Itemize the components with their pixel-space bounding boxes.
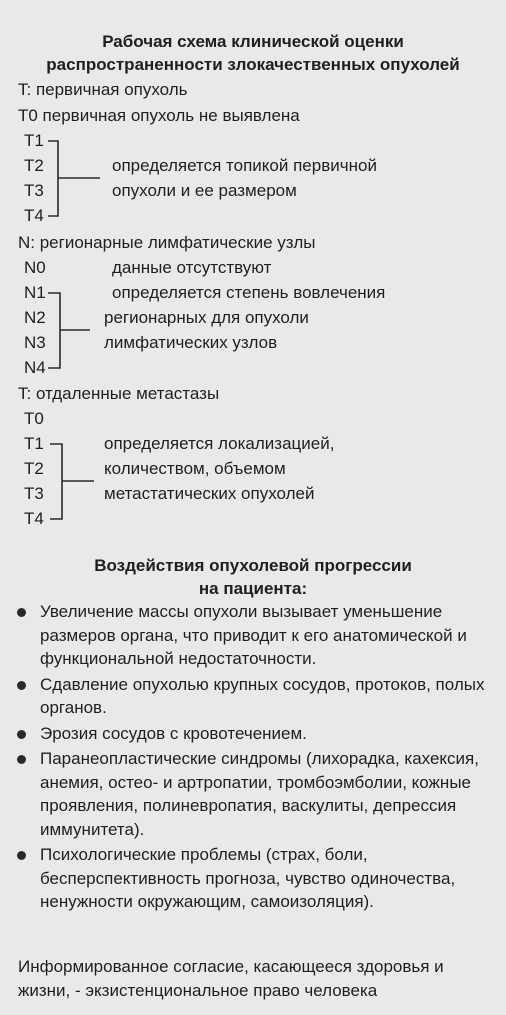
list-item <box>14 673 498 720</box>
t-desc-line2: опухоли и ее размером <box>112 181 297 200</box>
list-item-text: Психологические проблемы (страх, боли, бесперспективность прогноза, чувство одиночества, ненужности окружающим, самоизоляция). <box>40 845 456 911</box>
n1-label: N1 <box>24 283 46 302</box>
m4-label: T4 <box>24 509 44 528</box>
list-item-text: Увеличение массы опухоли вызывает уменьшение размеров органа, что приводит к его анатомической и функциональной недостаточности. <box>40 602 467 668</box>
n-header: N: регионарные лимфатические узлы <box>18 233 316 252</box>
t0-row: T0 первичная опухоль не выявлена <box>18 106 300 125</box>
bullet-dot-icon <box>17 851 26 860</box>
bullet-dot-icon <box>17 681 26 690</box>
m2-label: T2 <box>24 459 44 478</box>
impact-title-line2: на пациента: <box>198 579 308 598</box>
n-desc-line1: определяется степень вовлечения <box>112 283 386 302</box>
t4-label: T4 <box>24 206 44 225</box>
t-header: T: первичная опухоль <box>18 80 188 99</box>
list-item-text: Паранеопластические синдромы (лихорадка, кахексия, анемия, остео- и артропатии, тромбоэмболии, кожные проявления, полиневропатия, васкулиты, депрессия иммунитета). <box>40 749 479 839</box>
list-item <box>14 747 498 841</box>
t1-label: T1 <box>24 131 44 150</box>
m-header: T: отдаленные метастазы <box>18 384 220 403</box>
bullet-dot-icon <box>17 730 26 739</box>
t2-label: T2 <box>24 156 44 175</box>
list-item <box>14 722 498 746</box>
n0-desc: данные отсутствуют <box>112 258 272 277</box>
bullet-dot-icon <box>17 755 26 764</box>
m-desc-line2: количеством, объемом <box>104 459 286 478</box>
m-desc-line1: определяется локализацией, <box>104 434 335 453</box>
list-item <box>14 843 498 914</box>
m3-label: T3 <box>24 484 44 503</box>
impact-list <box>14 600 498 914</box>
n-desc-line2: регионарных для опухоли <box>104 308 309 327</box>
closing-statement: Информированное согласие, касающееся здоровья и жизни, - экзистенциональное право человека <box>18 957 444 1000</box>
t-bracket <box>48 141 100 216</box>
n3-label: N3 <box>24 333 46 352</box>
scheme-title-line1: Рабочая схема клинической оценки <box>102 32 404 51</box>
m-bracket <box>50 444 94 519</box>
list-item-text: Эрозия сосудов с кровотечением. <box>40 723 307 743</box>
list-item <box>14 600 498 671</box>
n-desc-line3: лимфатических узлов <box>104 333 278 352</box>
t-desc-line1: определяется топикой первичной <box>112 156 377 175</box>
t3-label: T3 <box>24 181 44 200</box>
n-bracket <box>48 293 90 368</box>
m0-label: T0 <box>24 409 44 428</box>
scheme-title-line2: распространенности злокачественных опухолей <box>46 55 460 74</box>
n2-label: N2 <box>24 308 46 327</box>
list-item-text: Сдавление опухолью крупных сосудов, протоков, полых органов. <box>40 674 485 717</box>
n0-label: N0 <box>24 258 46 277</box>
m-desc-line3: метастатических опухолей <box>104 484 315 503</box>
n4-label: N4 <box>24 358 46 377</box>
bullet-dot-icon <box>17 608 26 617</box>
impact-title-line1: Воздействия опухолевой прогрессии <box>94 556 412 575</box>
m1-label: T1 <box>24 434 44 453</box>
